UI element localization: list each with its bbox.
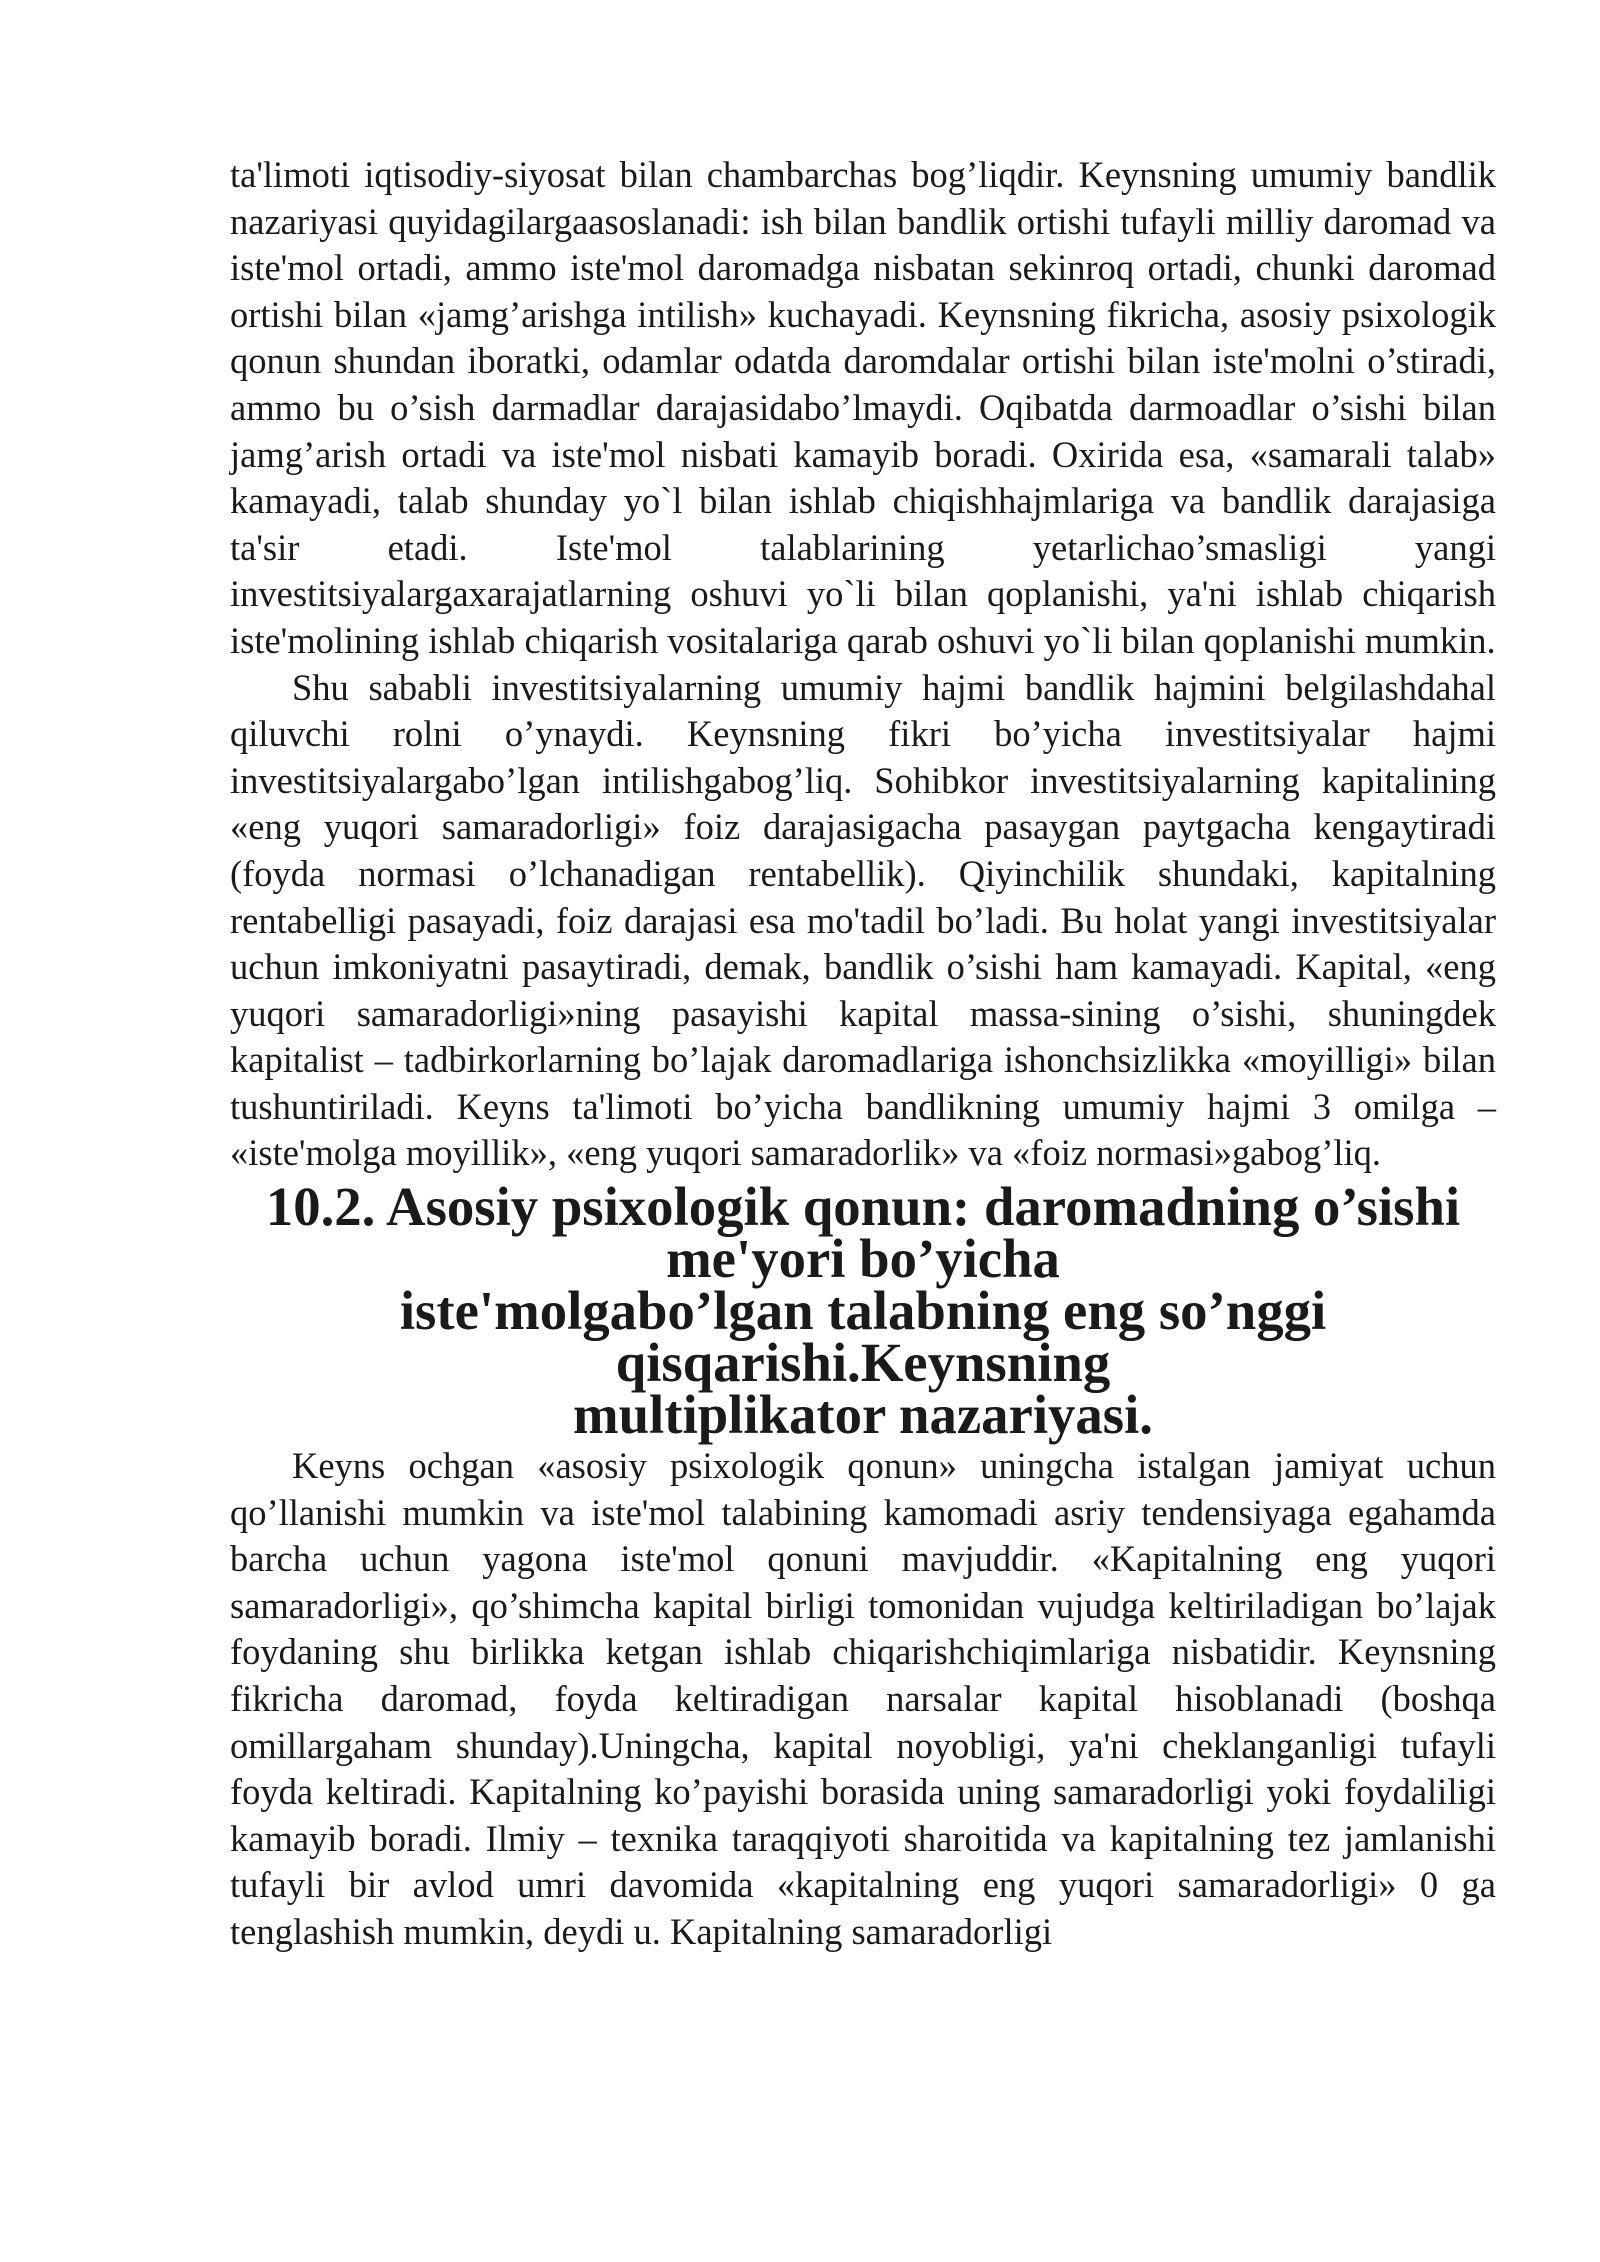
paragraph-psychological-law: Keyns ochgan «asosiy psixologik qonun» uningcha istalgan jamiyat uchun qo’llanishi mumkin va iste'mol talabining kamomadi asriy tendensiyaga egahamda barcha uchun yagona iste'mol qonuni mavjuddir. «Kapitalning eng yuqori samaradorligi», qo’shimcha kapital birligi tomonidan vujudga keltiriladigan bo’lajak foydaning shu birlikka ketgan ishlab chiqarishchiqimlariga nisbatidir. Keynsning fikricha daromad, foyda keltiradigan narsalar kapital hisoblanadi (boshqa omillargaham shunday).Uningcha, kapital noyobligi, ya'ni cheklanganligi tufayli foyda keltiradi. Kapitalning ko’payishi borasida uning samaradorligi yoki foydaliligi kamayib boradi. Ilmiy – texnika taraqqiyoti sharoitida va kapitalning tez jamlanishi tufayli bir avlod umri davomida «kapitalning eng yuqori samaradorligi» 0 ga tenglashish mumkin, deydi u. Kapitalning samaradorligi	[230, 1445, 1496, 1952]
section-heading-line-3: multiplikator nazariyasi.	[573, 1384, 1153, 1446]
paragraph-investments: Shu sababli investitsiyalarning umumiy hajmi bandlik hajmini belgilashdahal qiluvchi rolni o’ynaydi. Keynsning fikri bo’yicha investitsiyalar hajmi investitsiyalargabo’lgan intilishgabog’liq. Sohibkor investitsiyalarning kapitalining «eng yuqori samaradorligi» foiz darajasigacha pasaygan paytgacha kengaytiradi (foyda normasi o’lchanadigan rentabellik). Qiyinchilik shundaki, kapitalning rentabelligi pasayadi, foiz darajasi esa mo'tadil bo’ladi. Bu holat yangi investitsiyalar uchun imkoniyatni pasaytiradi, demak, bandlik o’sishi ham kamayadi. Kapital, «eng yuqori samaradorligi»ning pasayishi kapital massa-sining o’sishi, shuningdek kapitalist – tadbirkorlarning bo’lajak daromadlariga ishonchsizlikka «moyilligi» bilan tushuntiriladi. Keyns ta'limoti bo’yicha bandlikning umumiy hajmi 3 omilga – «iste'molga moyillik», «eng yuqori samaradorlik» va «foiz normasi»gabog’liq.	[230, 666, 1496, 1174]
document-page	[230, 152, 1496, 1956]
paragraph-intro: ta'limoti iqtisodiy-siyosat bilan chambarchas bog’liqdir. Keynsning umumiy bandlik nazariyasi quyidagilargaasoslanadi: ish bilan bandlik ortishi tufayli milliy daromad va iste'mol ortadi, ammo iste'mol daromadga nisbatan sekinroq ortadi, chunki daromad ortishi bilan «jamg’arishga intilish» kuchayadi. Keynsning fikricha, asosiy psixologik qonun shundan iboratki, odamlar odatda daromdalar ortishi bilan iste'molni o’stiradi, ammo bu o’sish darmadlar darajasidabo’lmaydi. Oqibatda darmoadlar o’sishi bilan jamg’arish ortadi va iste'mol nisbati kamayib boradi. Oxirida esa, «samarali talab» kamayadi, talab shunday yo`l bilan ishlab chiqishhajmlariga va bandlik darajasiga ta'sir etadi. Iste'mol talablarining yetarlichao’smasligi yangi investitsiyalargaxarajatlarning oshuvi yo`li bilan qoplanishi, ya'ni ishlab chiqarish iste'molining ishlab chiqarish vositalariga qarab oshuvi yo`li bilan qoplanishi mumkin.	[230, 154, 1496, 661]
section-heading	[230, 1176, 1496, 1446]
section-heading-line-2: iste'molgabo’lgan talabning eng so’nggi qisqarishi.Keynsning	[399, 1280, 1327, 1394]
section-heading-line-1: 10.2. Asosiy psixologik qonun: daromadning o’sishi me'yori bo’yicha	[265, 1176, 1461, 1290]
